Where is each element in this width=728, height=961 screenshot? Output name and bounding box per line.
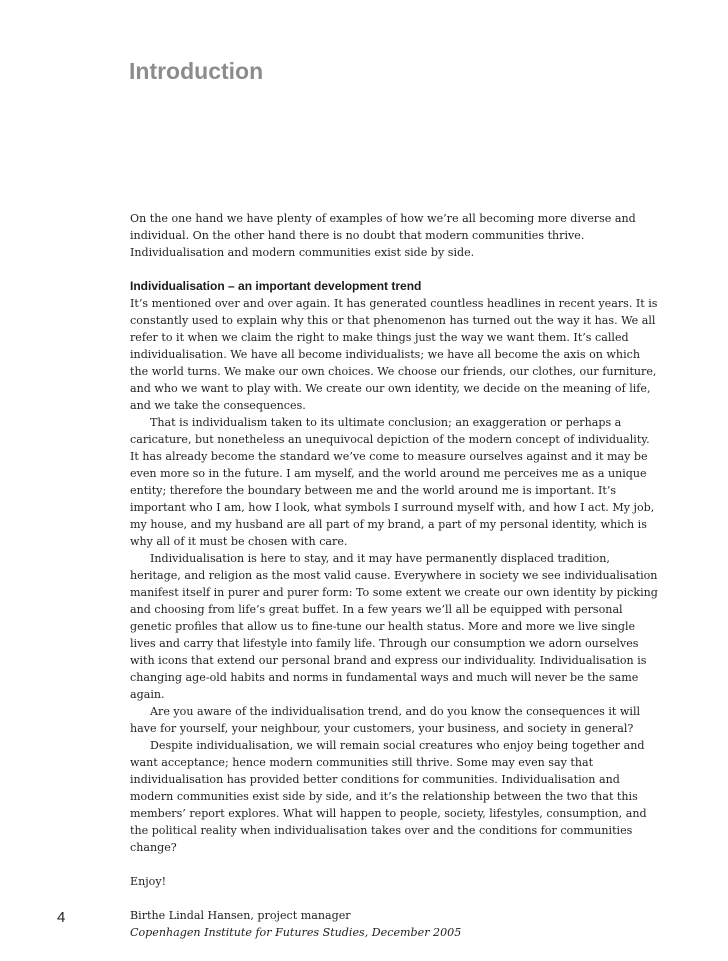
- page-number: 4: [57, 909, 66, 926]
- intro-paragraph: On the one hand we have plenty of examples of how we’re all becoming more diverse and individual. On the other hand there is no doubt that modern communities thrive. Individualisation and modern communities exist side by side.: [130, 212, 636, 259]
- page-body: [130, 210, 660, 941]
- signature-name: Birthe Lindal Hansen, project manager: [130, 909, 351, 922]
- body-paragraph: It’s mentioned over and over again. It has generated countless headlines in recent years. It is constantly used to explain why this or that phenomenon has turned out the way it has. We all refer to it when we claim the right to make things just the way we want them. It’s called individualisation. We have all become individualists; we have all become the axis on which the world turns. We make our own choices. We choose our friends, our clothes, our furniture, and who we want to play with. We create our own identity, we decide on the meaning of life, and we take the consequences.: [130, 297, 658, 412]
- chapter-title: Introduction: [129, 58, 264, 84]
- body-paragraph: Despite individualisation, we will remain social creatures who enjoy being together and want acceptance; hence modern communities still thrive. Some may even say that individualisation has provided better conditions for communities. Individualisation and modern communities exist side by side, and it’s the relationship between the two that this members’ report explores. What will happen to people, society, lifestyles, consumption, and the political reality when individualisation takes over and the conditions for communities change?: [130, 739, 647, 854]
- signature-place: Copenhagen Institute for Futures Studies, December 2005: [130, 926, 462, 939]
- section-heading: Individualisation – an important development trend: [130, 279, 422, 293]
- body-paragraph: Individualisation is here to stay, and it may have permanently displaced tradition, heritage, and religion as the most valid cause. Everywhere in society we see individualisation manifest itself in purer and purer form: To some extent we create our own identity by picking and choosing from life’s great buffet. In a few years we’ll all be equipped with personal genetic profiles that allow us to fine-tune our health status. More and more we live single lives and carry that lifestyle into family life. Through our consumption we adorn ourselves with icons that extend our personal brand and express our individuality. Individualisation is changing age-old habits and norms in fundamental ways and much will never be the same again.: [130, 552, 658, 701]
- body-paragraph: Are you aware of the individualisation trend, and do you know the consequences it will have for yourself, your neighbour, your customers, your business, and society in general?: [130, 705, 641, 735]
- closing-line: Enjoy!: [130, 875, 167, 888]
- body-paragraph: That is individualism taken to its ultimate conclusion; an exaggeration or perhaps a caricature, but nonetheless an unequivocal depiction of the modern concept of individuality. It has already become the standard we’ve come to measure ourselves against and it may be even more so in the future. I am myself, and the world around me perceives me as a unique entity; therefore the boundary between me and the world around me is important. It’s important who I am, how I look, what symbols I surround myself with, and how I act. My job, my house, and my husband are all part of my brand, a part of my personal identity, which is why all of it must be chosen with care.: [130, 416, 655, 548]
